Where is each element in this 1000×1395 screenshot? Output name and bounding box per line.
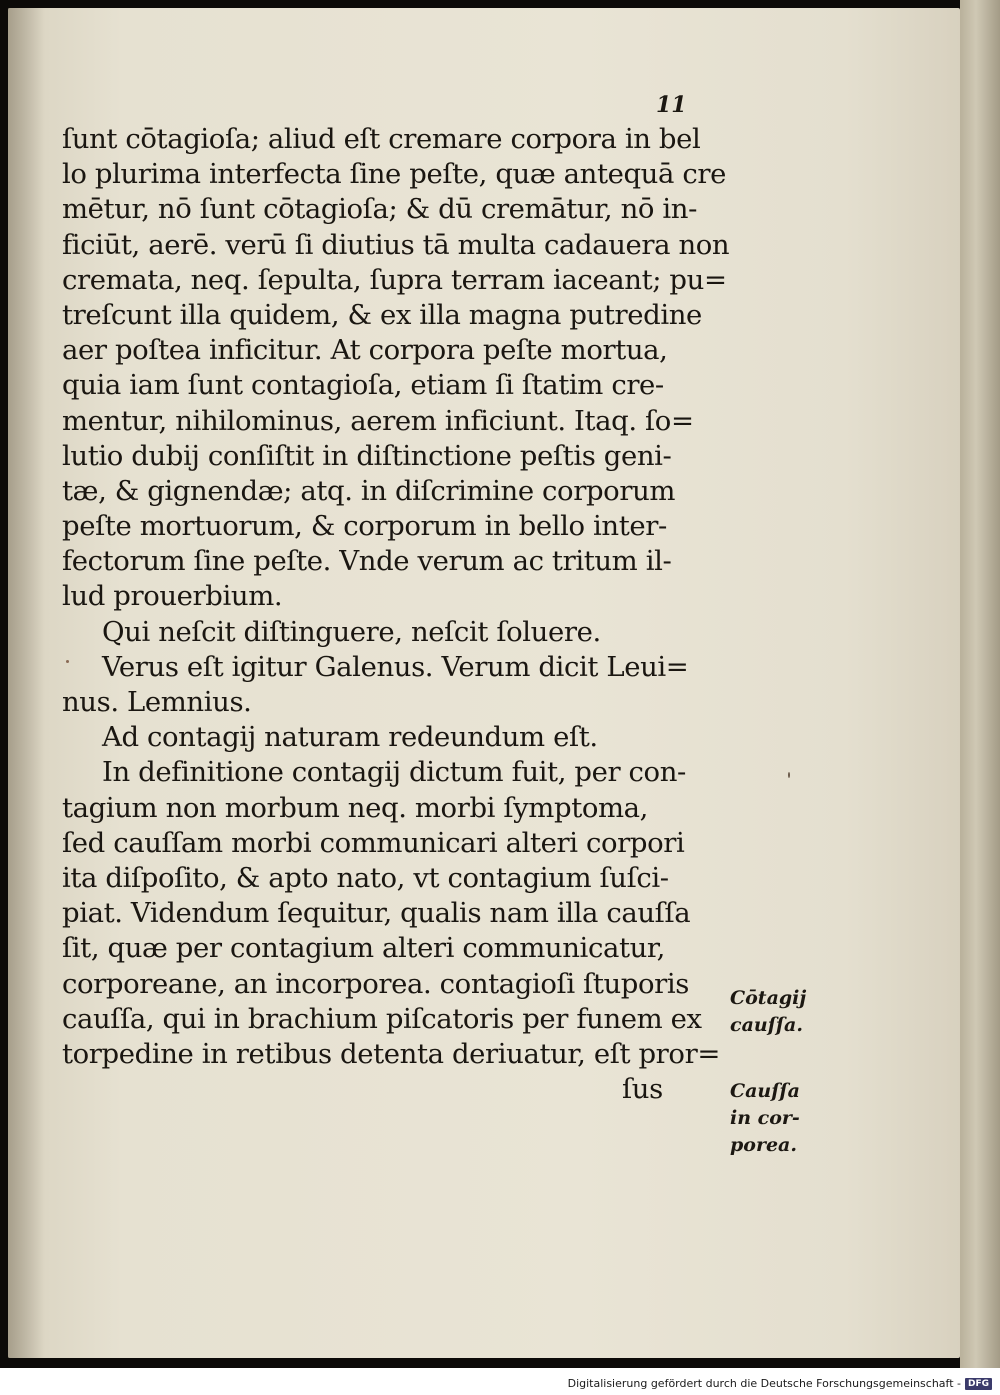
text-line: lo plurima interfecta ſine peſte, quæ antequā cre: [62, 158, 726, 191]
text-line: aer poſtea inficitur. At corpora peſte mortua,: [62, 334, 668, 367]
text-line: tagium non morbum neq. morbi ſymptoma,: [62, 791, 649, 824]
text-line: nus. Lemnius.: [62, 686, 252, 718]
text-line: lud prouerbium.: [62, 580, 283, 613]
text-line: Qui neſcit diſtinguere, neſcit ſoluere.: [102, 615, 601, 648]
page-number: 11: [656, 92, 687, 118]
text-line: cauſſa, qui in brachium piſcatoris per funem ex: [62, 1002, 702, 1035]
marginal-note-contagij-caussa: [730, 985, 840, 1039]
text-line: fectorum ſine peſte. Vnde verum ac tritum il-: [62, 545, 672, 578]
text-line: peſte mortuorum, & corporum in bello inter-: [62, 510, 667, 543]
footer-text: Digitalisierung gefördert durch die Deutsche Forschungsgemeinschaft -: [567, 1377, 961, 1390]
marginal-line: in cor-: [730, 1107, 800, 1129]
marginal-line: Cōtagij: [730, 987, 807, 1009]
text-line: treſcunt illa quidem, & ex illa magna putredine: [62, 298, 702, 331]
dfg-logo-icon: DFG: [965, 1378, 992, 1390]
text-line: ita diſpoſito, & apto nato, vt contagium ſuſci-: [62, 861, 669, 894]
text-line: In definitione contagij dictum fuit, per con-: [102, 756, 686, 789]
marginal-note-caussa-incorporea: [730, 1078, 840, 1159]
text-line: Verus eſt igitur Galenus. Verum dicit Leui=: [102, 650, 689, 683]
text-line: mentur, nihilominus, aerem inficiunt. Itaq. ſo=: [62, 404, 694, 437]
text-line: ſunt cōtagioſa; aliud eſt cremare corpora in bel: [62, 123, 701, 155]
text-line: tæ, & gignendæ; atq. in diſcrimine corporum: [62, 474, 676, 507]
marginal-line: Cauſſa: [730, 1080, 800, 1102]
paper-speck: [788, 772, 790, 778]
text-line: quia iam ſunt contagioſa, etiam ſi ſtatim cre-: [62, 369, 664, 402]
body-text: [62, 122, 730, 1107]
digitization-footer: [568, 1377, 992, 1390]
catchword: ſus: [622, 1073, 663, 1106]
text-line: mētur, nō ſunt cōtagioſa; & dū cremātur, nō in-: [62, 193, 698, 226]
marginal-line: cauſſa.: [730, 1014, 803, 1036]
text-line: cremata, neq. ſepulta, ſupra terram iaceant; pu=: [62, 263, 727, 296]
text-lines: [62, 122, 730, 1072]
text-line: piat. Videndum ſequitur, qualis nam illa cauſſa: [62, 897, 691, 930]
text-line: ficiūt, aerē. verū ſi diutius tā multa cadauera non: [62, 228, 730, 261]
text-line: corporeane, an incorporea. contagioſi ſtuporis: [62, 967, 690, 1000]
text-line: lutio dubij conſiſtit in diſtinctione peſtis geni-: [62, 439, 672, 472]
page-edge: [960, 0, 1000, 1368]
marginal-line: porea.: [730, 1134, 797, 1156]
spine-shadow: [8, 8, 44, 1358]
text-line: torpedine in retibus detenta deriuatur, eſt pror=: [62, 1037, 720, 1070]
text-line: ſed cauſſam morbi communicari alteri corpori: [62, 826, 685, 859]
text-line: Ad contagij naturam redeundum eſt.: [102, 721, 598, 754]
text-line: ſit, quæ per contagium alteri communicatur,: [62, 932, 665, 965]
